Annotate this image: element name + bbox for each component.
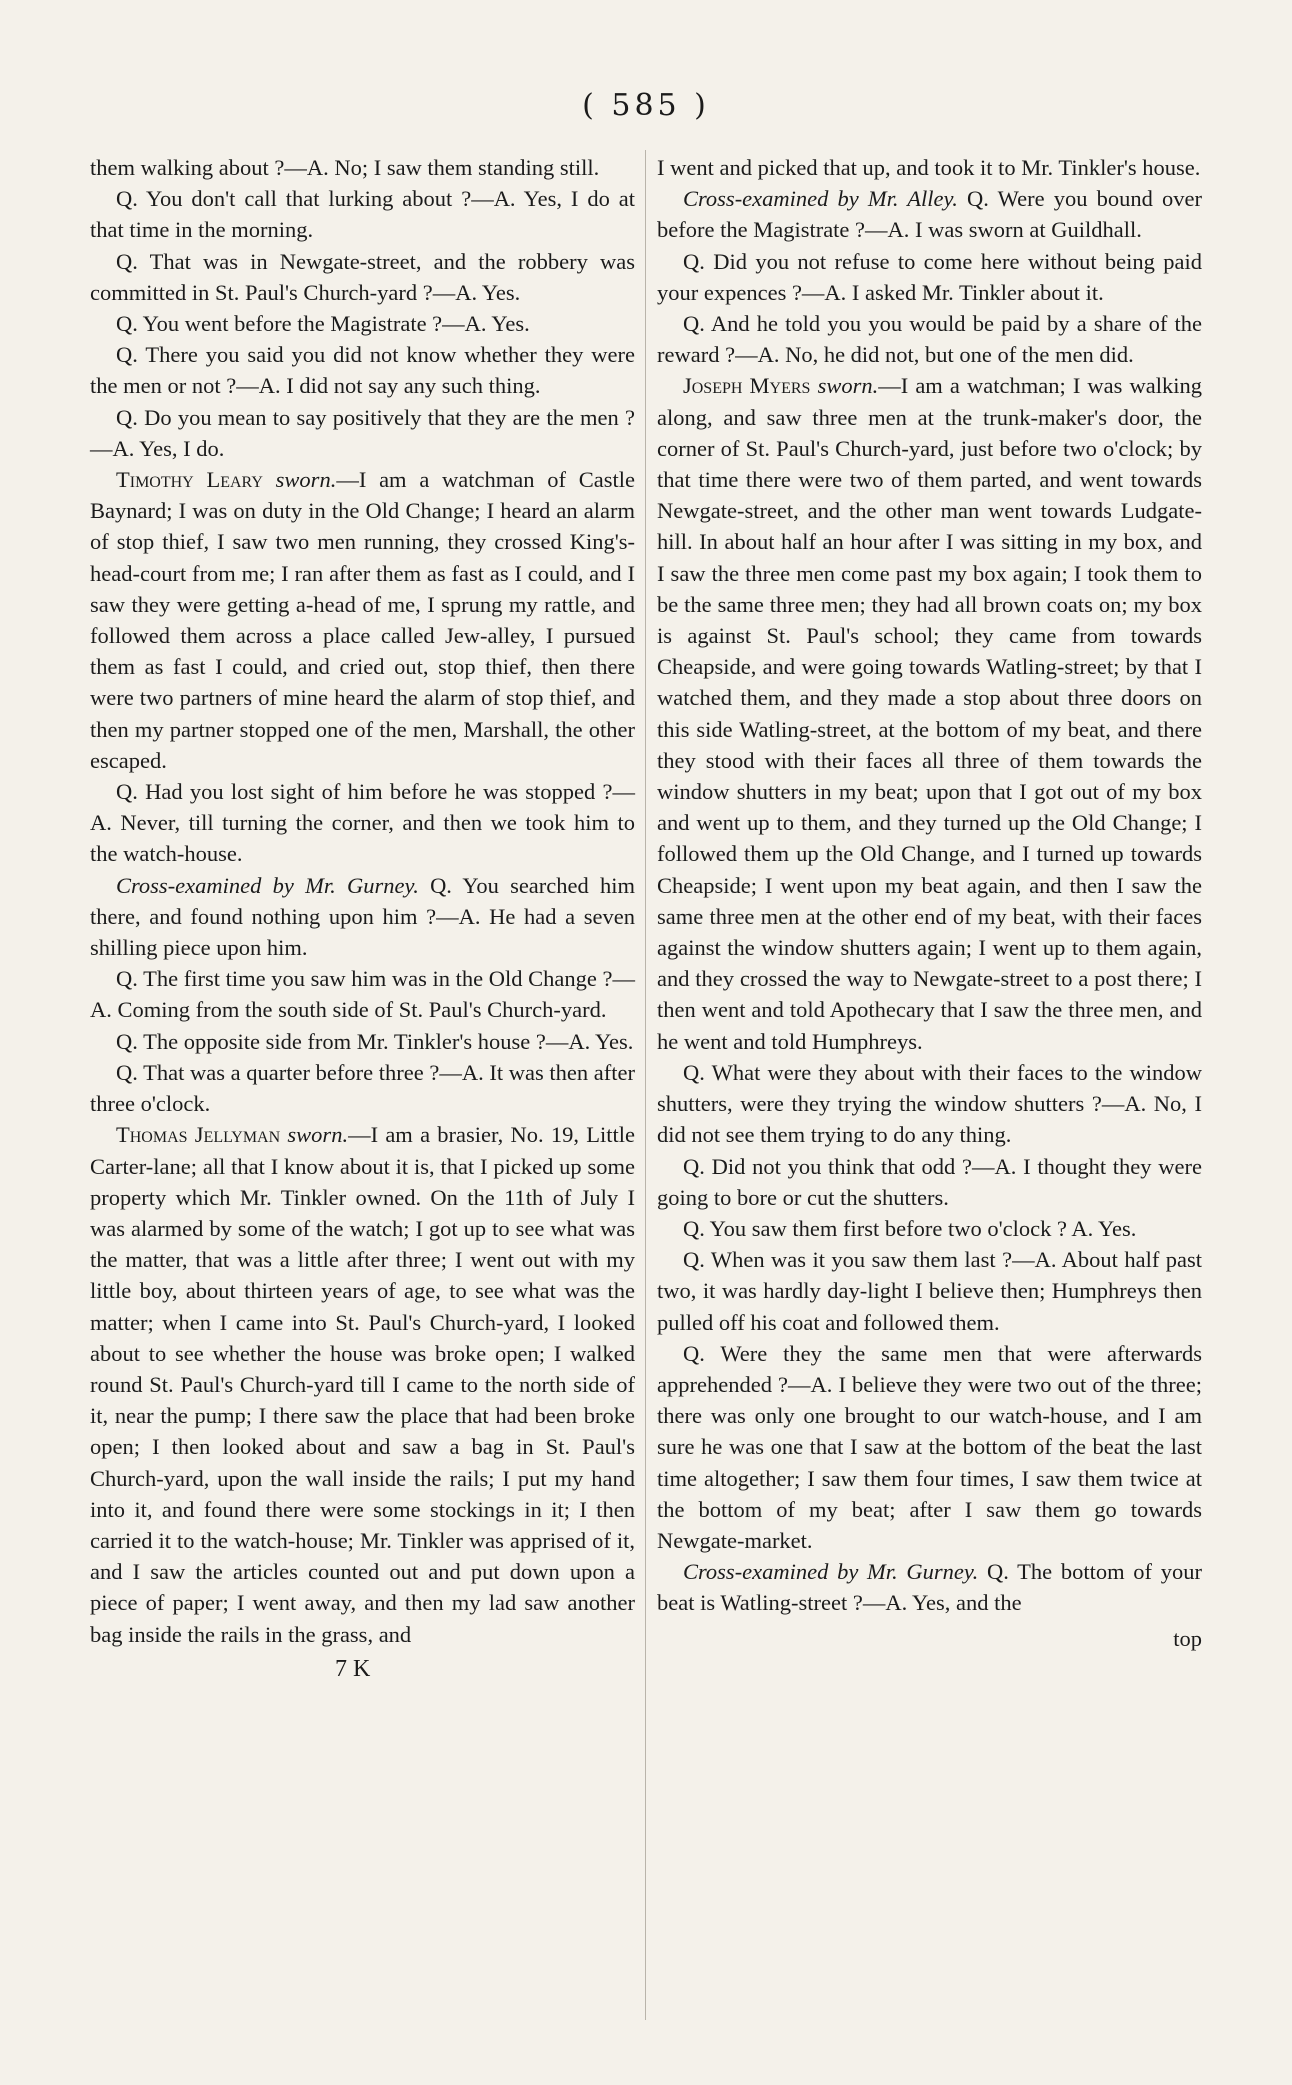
paragraph-text: Q. Had you lost sight of him before he was stopped ?—A. Never, till turning the corner, and then we took him to the watch-house. bbox=[90, 779, 635, 867]
paragraph-text: Q. Were you bound over before the Magistrate ?—A. I was sworn at Guildhall. bbox=[657, 186, 1202, 243]
paragraph bbox=[657, 370, 1202, 1056]
paragraph-text: Q. You searched him there, and found nothing upon him ?—A. He had a seven shilling piece upon him. bbox=[90, 872, 635, 961]
paragraph-text: Q. You went before the Magistrate ?—A. Yes. bbox=[116, 311, 530, 337]
paragraph bbox=[657, 183, 1202, 245]
paragraph-text: Q. The bottom of your beat is Watling-street ?—A. Yes, and the bbox=[657, 1559, 1203, 1616]
paragraph bbox=[90, 152, 635, 183]
sworn-label: sworn. bbox=[287, 1122, 349, 1148]
left-column bbox=[90, 152, 635, 1685]
paragraph-text: Q. The first time you saw him was in the Old Change ?—A. Coming from the south side of St. Paul's Church-yard. bbox=[90, 966, 635, 1023]
sworn-label: sworn. bbox=[275, 467, 337, 493]
paragraph bbox=[90, 339, 635, 401]
paragraph bbox=[657, 1057, 1202, 1151]
sworn-label: sworn. bbox=[817, 373, 879, 399]
paragraph bbox=[90, 246, 635, 308]
paragraph-text: Q. Do you mean to say positively that they are the men ?—A. Yes, I do. bbox=[90, 404, 635, 461]
paragraph-text: Q. You saw them first before two o'clock ? A. Yes. bbox=[683, 1215, 1137, 1241]
witness-name: Joseph Myers bbox=[683, 373, 811, 399]
paragraph-text: —I am a brasier, No. 19, Little Carter-lane; all that I know about it is, that I picked up some property which Mr. Tinkler owned. On the 11th of July I was alarmed by some of the watch; I got up to see what was the matter, that was a little after three; I went out with my little boy, about thirteen years of age, to see what was the matter; when I came into St. Paul's Church-yard, I looked about to see whether the house was broke open; I walked round St. Paul's Church-yard till I came to the north side of it, near the pump; I there saw the place that had been broke open; I then looked about and saw a bag in St. Paul's Church-yard, upon the wall inside the rails; I put my hand into it, and found there were some stockings in it; I then carried it to the watch-house; Mr. Tinkler was apprised of it, and I saw the articles counted out and put down upon a piece of paper; I went away, and then my lad saw another bag inside the rails in the grass, and bbox=[90, 1122, 635, 1647]
paragraph-text: Q. When was it you saw them last ?—A. About half past two, it was hardly day-light I believe then; Humphreys then pulled off his coat and followed them. bbox=[657, 1247, 1202, 1335]
paragraph-text: Q. The opposite side from Mr. Tinkler's house ?—A. Yes. bbox=[116, 1028, 634, 1054]
paragraph bbox=[657, 152, 1202, 183]
paragraph bbox=[90, 183, 635, 245]
paragraph-text: Q. That was in Newgate-street, and the robbery was committed in St. Paul's Church-yard ?—A. Yes. bbox=[90, 248, 635, 305]
witness-name: Timothy Leary bbox=[116, 467, 263, 493]
cross-examination-label: Cross-examined by Mr. Alley. bbox=[683, 186, 958, 212]
paragraph-text: Q. Did you not refuse to come here without being paid your expences ?—A. I asked Mr. Tinkler about it. bbox=[657, 248, 1202, 305]
paragraph bbox=[90, 308, 635, 339]
paragraph bbox=[90, 464, 635, 776]
paragraph bbox=[657, 1556, 1202, 1618]
cross-examination-label: Cross-examined by Mr. Gurney. bbox=[116, 872, 419, 898]
paragraph-text: I went and picked that up, and took it to Mr. Tinkler's house. bbox=[657, 155, 1201, 180]
right-column bbox=[657, 152, 1202, 1654]
catchword: top bbox=[1173, 1625, 1202, 1651]
paragraph-text: them walking about ?—A. No; I saw them standing still. bbox=[90, 155, 600, 180]
paragraph-text: Q. There you said you did not know whether they were the men or not ?—A. I did not say any such thing. bbox=[90, 342, 635, 399]
paragraph bbox=[90, 402, 635, 464]
paragraph bbox=[657, 246, 1202, 308]
paragraph bbox=[657, 1244, 1202, 1338]
paragraph bbox=[90, 870, 635, 964]
paragraph bbox=[657, 1338, 1202, 1556]
paragraph bbox=[657, 308, 1202, 370]
paragraph bbox=[657, 1151, 1202, 1213]
page-number: ( 585 ) bbox=[582, 88, 710, 123]
paragraph-text: Q. That was a quarter before three ?—A. It was then after three o'clock. bbox=[90, 1059, 635, 1117]
paragraph-text: Q. You don't call that lurking about ?—A. Yes, I do at that time in the morning. bbox=[90, 186, 635, 243]
paragraph bbox=[90, 963, 635, 1025]
paragraph-text: Q. Were they the same men that were afterwards apprehended ?—A. I believe they were two out of the three; there was only one brought to our watch-house, and I am sure he was one that I saw at the bottom of the beat the last time altogether; I saw them four times, I saw them twice at the bottom of my beat; after I saw them go towards Newgate-market. bbox=[657, 1340, 1202, 1553]
paragraph bbox=[90, 776, 635, 870]
paragraph-text: Q. What were they about with their faces to the window shutters, were they trying the window shutters ?—A. No, I did not see them trying to do any thing. bbox=[657, 1059, 1202, 1148]
paragraph-text: —I am a watchman; I was walking along, and saw three men at the trunk-maker's door, the corner of St. Paul's Church-yard, just before two o'clock; by that time there were two of them parted, and went towards Newgate-street, and the other man went towards Ludgate-hill. In about half an hour after I was sitting in my box, and I saw the three men come past my box again; I took them to be the same three men; they had all brown coats on; my box is against St. Paul's school; they came from towards Cheapside, and were going towards Watling-street; by that I watched them, and they made a stop about three doors on this side Watling-street, at the bottom of my beat, and there they stood with their faces all three of them towards the window shutters in my beat; upon that I got out of my box and went up to them, and they turned up the Old Change; I followed them up the Old Change, and I turned up towards Cheapside; I went upon my beat again, and then I saw the same three men at the other end of my beat, with their faces against the window shutters again; I went up to them again, and they crossed the way to Newgate-street to a post there; I then went and told Apothecary that I saw the three men, and he went and told Humphreys. bbox=[657, 373, 1203, 1054]
witness-name: Thomas Jellyman bbox=[116, 1122, 281, 1148]
paragraph bbox=[90, 1057, 635, 1119]
signature-mark: 7 K bbox=[335, 1655, 371, 1682]
paragraph bbox=[90, 1026, 635, 1057]
paragraph-text: Q. And he told you you would be paid by a share of the reward ?—A. No, he did not, but one of the men did. bbox=[657, 311, 1202, 368]
paragraph bbox=[90, 1119, 635, 1649]
column-divider bbox=[645, 150, 646, 2020]
cross-examination-label: Cross-examined by Mr. Gurney. bbox=[683, 1559, 979, 1585]
paragraph-text: —I am a watchman of Castle Baynard; I was on duty in the Old Change; I heard an alarm of stop thief, I saw two men running, they crossed King's-head-court from me; I ran after them as fast as I could, and I saw they were getting a-head of me, I sprung my rattle, and followed them across a place called Jew-alley, I pursued them as fast I could, and cried out, stop thief, then there were two partners of mine heard the alarm of stop thief, and then my partner stopped one of the men, Marshall, the other escaped. bbox=[90, 467, 635, 773]
paragraph bbox=[657, 1213, 1202, 1244]
paragraph-text: Q. Did not you think that odd ?—A. I thought they were going to bore or cut the shutters. bbox=[657, 1153, 1202, 1210]
